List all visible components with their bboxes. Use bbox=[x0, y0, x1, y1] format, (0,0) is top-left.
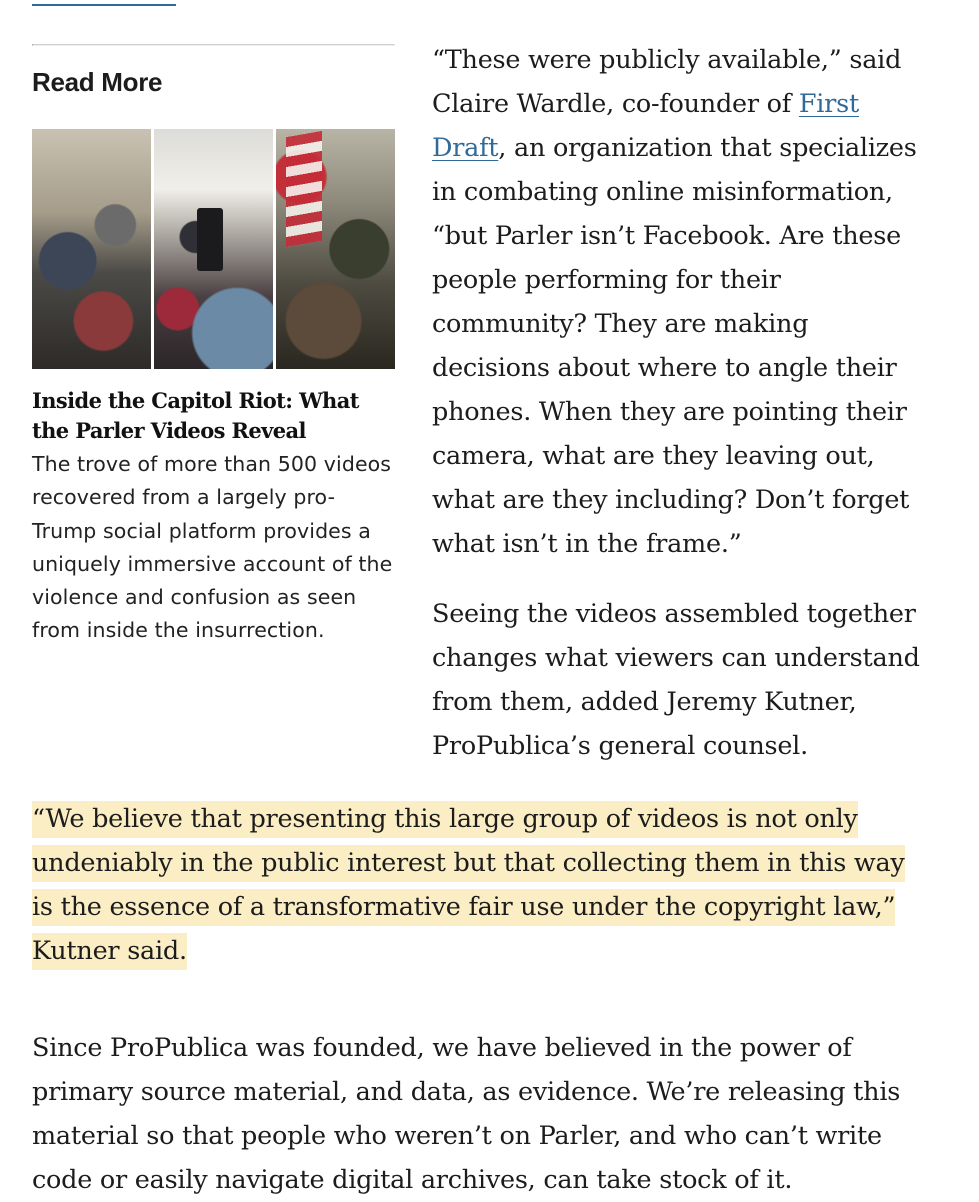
highlighted-quote bbox=[32, 797, 932, 973]
thumbnail-panel-1 bbox=[32, 129, 151, 369]
paragraph-wardle-quote bbox=[432, 38, 932, 566]
read-more-sidebar bbox=[32, 44, 395, 648]
thumbnail-panel-2 bbox=[154, 129, 273, 369]
read-more-heading: Read More bbox=[32, 67, 163, 97]
card-title-link[interactable]: Inside the Capitol Riot: What the Parler Videos Reveal bbox=[32, 388, 359, 443]
paragraph-text: , an organization that specializes in combating online misinformation, “but Parler isn’t Facebook. Are these people performing for their community? They are making decisions about where to angle their phones. When they are pointing their camera, what are they leaving out, what are they including? Don’t forget what isn’t in the frame.” bbox=[432, 133, 917, 559]
flag-shape bbox=[286, 131, 322, 248]
first-draft-link[interactable]: First Draft bbox=[432, 89, 859, 163]
paragraph-text: “These were publicly available,” said Claire Wardle, co-founder of bbox=[432, 45, 902, 119]
paragraph-closing: Since ProPublica was founded, we have believed in the power of primary source material, and data, as evidence. We’re releasing this material so that people who weren’t on Parler, and who can’t write code or easily navigate digital archives, can take stock of it. bbox=[32, 1033, 901, 1195]
thumbnail-panel-3 bbox=[276, 129, 395, 369]
highlighted-quote-text: “We believe that presenting this large group of videos is not only undeniably in the public interest but that collecting them in this way is the essence of a transformative fair use under the copyright law,” Kutner said. bbox=[32, 801, 905, 970]
sidebar-divider bbox=[32, 44, 395, 46]
top-link-underline bbox=[32, 0, 176, 6]
phone-shape bbox=[197, 208, 223, 270]
card-description: The trove of more than 500 videos recovered from a largely pro-Trump social platform provides a uniquely immersive account of the violence and confusion as seen from inside the insurrection. bbox=[32, 452, 393, 643]
card-thumbnail[interactable] bbox=[32, 129, 395, 369]
article-body-column bbox=[432, 38, 932, 768]
paragraph-kutner-intro: Seeing the videos assembled together changes what viewers can understand from them, added Jeremy Kutner, ProPublica’s general counsel. bbox=[432, 599, 920, 761]
